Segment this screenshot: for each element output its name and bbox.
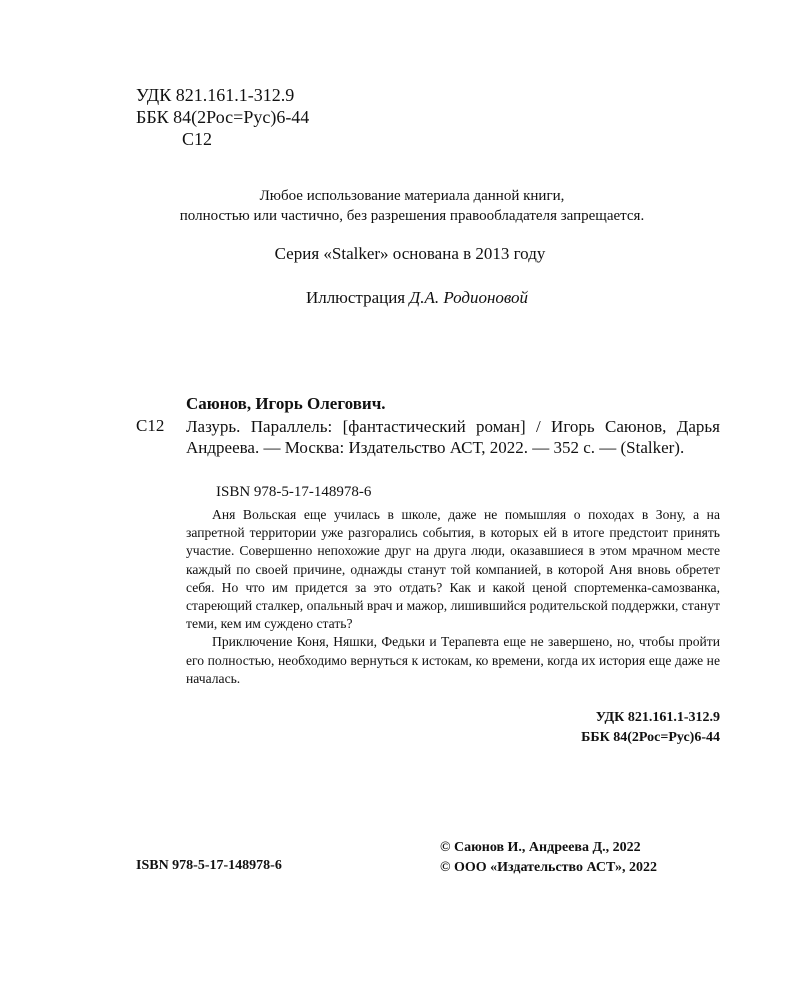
bibliographic-description: Лазурь. Параллель: [фантастический роман] / Игорь Саюнов, Дарья Андреева. — Москва: Издательство АСТ, 2022. — 352 с. — (Stalker).	[186, 417, 720, 457]
copyright-authors: © Саюнов И., Андреева Д., 2022	[440, 840, 641, 855]
footer-isbn: ISBN 978-5-17-148978-6	[136, 858, 282, 873]
annotation-paragraph-1: Аня Вольская еще училась в школе, даже не помышляя о походах в Зону, а на запретной территории уже разгорались события, в которых ей в итоге предстоит принять участие. Совершенно непохожие друг на друга люди, оказавшиеся в этом мрачном месте каждый по своей причине, однажды станут той компанией, в которой Аня вновь обретет себя. Но что им придется за это отдать? Как и какой ценой спортеменка-самозванка, стареющий сталкер, опальный врач и мажор, лишившийся родительской поддержки, станут теми, кем им суждено стать?	[186, 507, 720, 632]
rights-notice-line-2: полностью или частично, без разрешения правообладателя запрещается.	[179, 208, 645, 224]
bbk-code: ББК 84(2Рос=Рус)6-44	[136, 107, 310, 127]
rights-notice-line-1: Любое использование материала данной книги,	[259, 188, 565, 204]
copyright-block	[440, 838, 720, 878]
illustration-credit	[0, 288, 800, 308]
author-mark: С12	[182, 129, 213, 149]
record-author-mark: С12	[136, 416, 165, 435]
illustration-artist: Д.А. Родионовой	[409, 288, 529, 307]
udk-code: УДК 821.161.1-312.9	[136, 85, 295, 105]
copyright-publisher: © ООО «Издательство АСТ», 2022	[440, 860, 658, 875]
illustration-prefix: Иллюстрация	[305, 288, 410, 307]
annotation-paragraph-2: Приключение Коня, Няшки, Федьки и Терапевта еще не завершено, но, чтобы пройти его полностью, необходимо вернуться к истокам, ко времени, когда их история еще даже не началась.	[186, 634, 720, 686]
annotation	[186, 506, 720, 688]
classification-block	[136, 84, 309, 150]
bottom-classification	[510, 708, 720, 748]
record-isbn: ISBN 978-5-17-148978-6	[216, 484, 372, 500]
rights-notice	[0, 186, 800, 226]
bottom-bbk-code: ББК 84(2Рос=Рус)6-44	[581, 730, 720, 745]
author-heading: Саюнов, Игорь Олегович.	[186, 394, 386, 413]
bottom-udk-code: УДК 821.161.1-312.9	[595, 710, 720, 725]
series-note: Серия «Stalker» основана в 2013 году	[274, 244, 546, 263]
